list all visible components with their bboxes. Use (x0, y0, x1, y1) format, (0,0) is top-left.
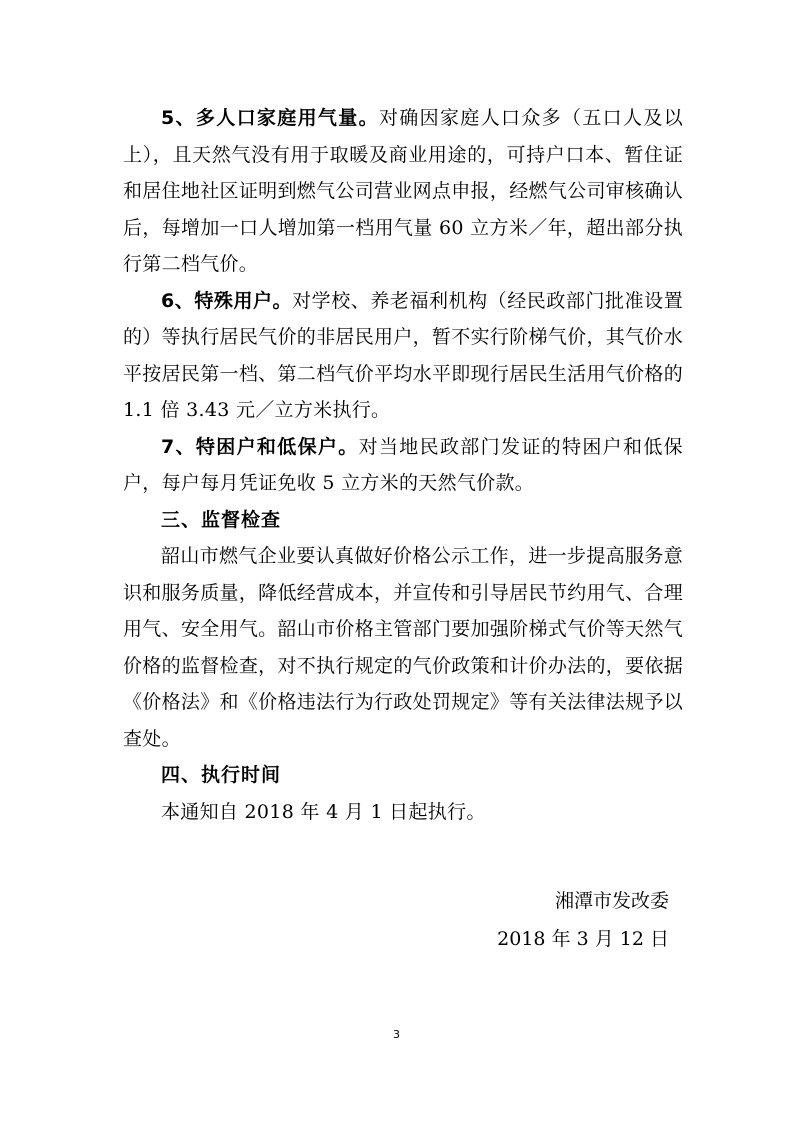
item-5-text: 对确因家庭人口众多（五口人及以上），且天然气没有用于取暖及商业用途的，可持户口本、暂住证和居住地社区证明到燃气公司营业网点申报，经燃气公司审核确认后，每增加一口人增加第一档用气量 60 立方米／年，超出部分执行第二档气价。 (123, 107, 683, 275)
document-body (123, 100, 683, 830)
page-number: 3 (393, 1028, 400, 1041)
section-3-heading: 三、监督检查 (161, 508, 282, 531)
section-3-text: 韶山市燃气企业要认真做好价格公示工作，进一步提高服务意识和服务质量，降低经营成本，并宣传和引导居民节约用气、合理用气、安全用气。韶山市价格主管部门要加强阶梯式气价等天然气价格的监督检查，对不执行规定的气价政策和计价办法的，要依据《价格法》和《价格违法行为行政处罚规定》等有关法律法规予以查处。 (123, 545, 683, 750)
paragraph-item-5 (123, 100, 683, 283)
item-6-text: 对学校、养老福利机构（经民政部门批准设置的）等执行居民气价的非居民用户，暂不实行阶梯气价，其气价水平按居民第一档、第二档气价平均水平即现行居民生活用气价格的 1.1 倍 3.43 元／立方米执行。 (123, 289, 683, 421)
paragraph-item-6 (123, 283, 683, 429)
item-7-title: 7、特困户和低保户。 (161, 435, 359, 458)
paragraph-item-7 (123, 429, 683, 502)
signature-org: 湘潭市发改委 (554, 890, 669, 912)
section-4-text: 本通知自 2018 年 4 月 1 日起执行。 (161, 800, 486, 823)
section-4-heading: 四、执行时间 (161, 764, 282, 786)
signature-block (497, 882, 669, 958)
item-7-text: 对当地民政部门发证的特困户和低保户，每户每月凭证免收 5 立方米的天然气价款。 (123, 435, 683, 494)
signature-date: 2018 年 3 月 12 日 (497, 928, 669, 950)
item-5-title: 5、多人口家庭用气量。 (161, 107, 379, 129)
item-6-title: 6、特殊用户。 (161, 289, 293, 312)
